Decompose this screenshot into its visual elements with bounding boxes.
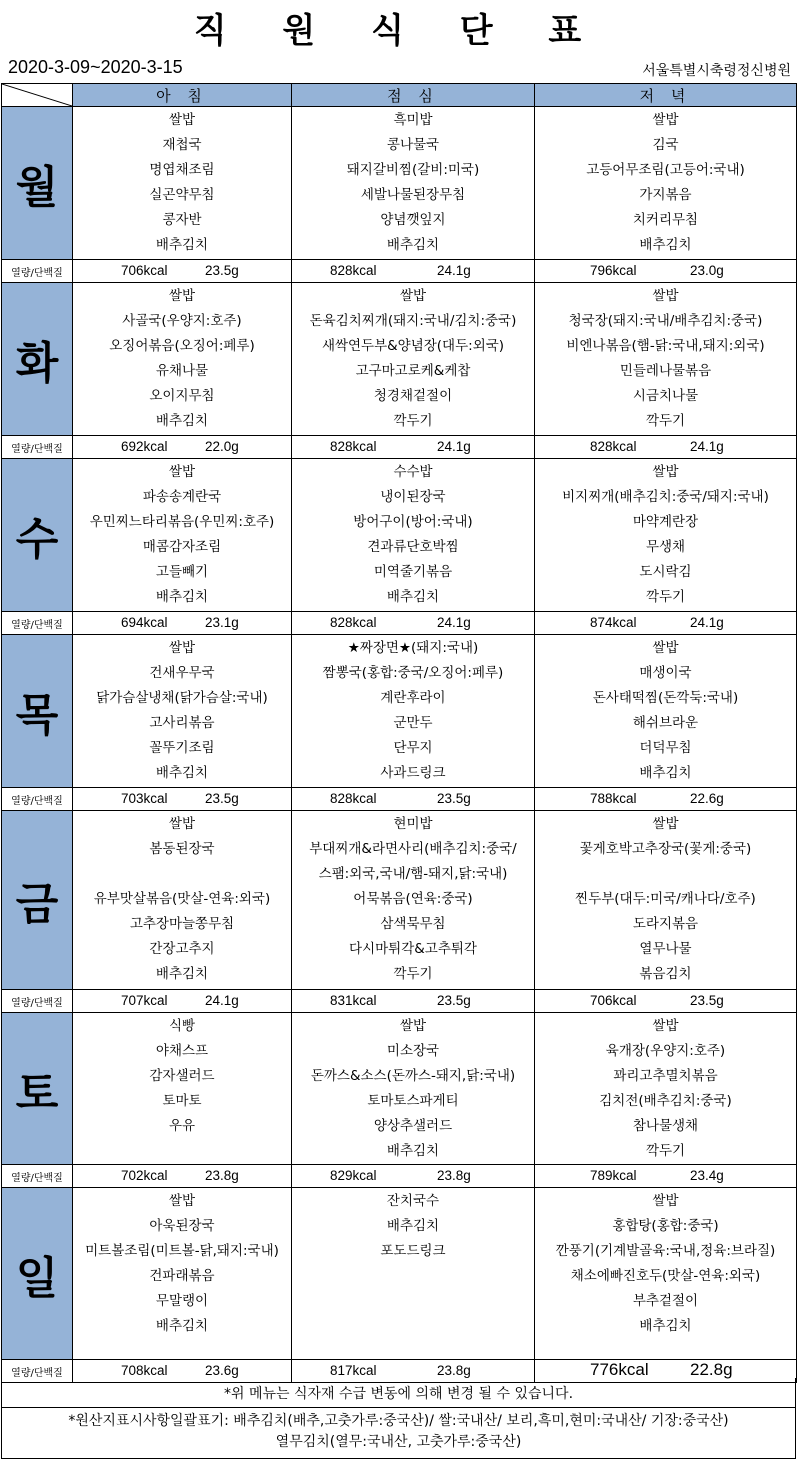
calories-value: 828kcal — [330, 263, 377, 278]
protein-value: 23.0g — [690, 263, 724, 278]
calories-value: 694kcal — [121, 615, 168, 630]
calories-value: 692kcal — [121, 439, 168, 454]
protein-value: 24.1g — [437, 439, 471, 454]
nutrition-cell-dinner — [535, 990, 797, 1013]
menu-item: 양상추샐러드 — [373, 1118, 453, 1134]
day-row — [2, 635, 797, 788]
origin-notice — [1, 1408, 796, 1459]
day-label: 일 — [15, 1252, 59, 1304]
protein-value: 23.1g — [205, 615, 239, 630]
menu-item: 실곤약무침 — [149, 187, 215, 203]
change-notice: *위 메뉴는 식자재 수급 변동에 의해 변경 될 수 있습니다. — [1, 1378, 796, 1408]
nutrition-cell-lunch — [292, 612, 535, 635]
nutrition-cell-breakfast — [73, 788, 292, 811]
nutrition-cell-dinner — [535, 436, 797, 459]
menu-item: 깍두기 — [645, 413, 686, 429]
protein-value: 23.5g — [437, 993, 471, 1008]
menu-item: 고사리볶음 — [149, 715, 215, 731]
day-label: 수 — [15, 514, 59, 565]
corner-cell — [2, 84, 73, 107]
menu-item: 쌀밥 — [399, 1018, 427, 1034]
menu-item: 더덕무침 — [639, 740, 692, 756]
menu-item: 고등어무조림(고등어:국내) — [586, 162, 745, 178]
menu-item: 배추김치 — [155, 1318, 209, 1334]
menu-body — [2, 107, 797, 1383]
page-title: 직 원 식 단 표 — [193, 11, 604, 51]
menu-item: 유채나물 — [155, 363, 209, 379]
day-label: 월 — [15, 162, 59, 213]
nutrition-row — [2, 990, 797, 1013]
menu-item: 매생이국 — [639, 665, 692, 681]
menu-item: 야채스프 — [155, 1043, 209, 1059]
menu-item: 쌀밥 — [652, 816, 679, 832]
menu-item: 열무나물 — [639, 941, 692, 957]
menu-item: 비지찌개(배추김치:중국/돼지:국내) — [562, 489, 769, 505]
calories-value: 828kcal — [330, 439, 377, 454]
calories-value: 788kcal — [590, 791, 637, 806]
menu-item: 김치전(배추김치:중국) — [599, 1093, 732, 1109]
menu-item: 깍두기 — [393, 966, 433, 982]
menu-item: 무생채 — [645, 539, 686, 555]
menu-item: 돈사태떡찜(돈깍둑:국내) — [592, 690, 739, 706]
protein-value: 22.8g — [690, 1360, 733, 1379]
nutrition-cell-lunch — [292, 788, 535, 811]
menu-item: 쌀밥 — [652, 1018, 679, 1034]
menu-item: 돈육김치찌개(돼지:국내/김치:중국) — [309, 313, 517, 329]
meal-cell-breakfast — [73, 107, 292, 260]
nutrition-cell-lunch — [292, 260, 535, 283]
calories-value: 828kcal — [590, 439, 637, 454]
menu-item: 배추김치 — [155, 237, 209, 253]
menu-item: 미역줄기볶음 — [373, 564, 453, 580]
day-label-cell — [2, 459, 73, 612]
nutrition-label: 열량/단백질 — [2, 788, 73, 811]
header-info — [0, 55, 797, 83]
protein-value: 24.1g — [690, 615, 724, 630]
menu-item: 새싹연두부&양념장(대두:외국) — [321, 338, 505, 354]
menu-item: 깍두기 — [645, 1143, 686, 1159]
meal-cell-breakfast — [73, 283, 292, 436]
menu-item: 삼색묵무침 — [380, 916, 446, 932]
menu-item: 고추장마늘쫑무침 — [129, 916, 235, 932]
menu-item: 현미밥 — [393, 816, 433, 832]
menu-item: 우유 — [168, 1118, 196, 1134]
meal-cell-breakfast — [73, 1013, 292, 1165]
protein-value: 23.8g — [437, 1363, 471, 1378]
menu-item: 꽃게호박고추장국(꽃게:중국) — [579, 841, 752, 857]
day-label-cell — [2, 635, 73, 788]
menu-table — [1, 83, 797, 1383]
protein-value: 23.5g — [690, 993, 724, 1008]
meal-cell-lunch — [292, 459, 535, 612]
protein-value: 24.1g — [690, 439, 724, 454]
menu-item: 미소장국 — [386, 1043, 440, 1059]
menu-item: 도시락김 — [639, 564, 692, 580]
menu-item: 배추김치 — [155, 589, 209, 605]
menu-item: 군만두 — [393, 715, 433, 731]
column-header-dinner: 저 녁 — [535, 84, 797, 107]
menu-item: 쌀밥 — [399, 288, 427, 304]
menu-item: 세발나물된장무침 — [360, 187, 466, 203]
meal-cell-lunch — [292, 811, 535, 990]
meal-cell-dinner — [535, 1013, 797, 1165]
nutrition-cell-dinner — [535, 612, 797, 635]
meal-cell-lunch — [292, 1013, 535, 1165]
nutrition-cell-dinner — [535, 1165, 797, 1188]
menu-item: 식빵 — [168, 1018, 196, 1034]
menu-item: 고구마고로케&케찹 — [355, 363, 471, 379]
menu-item: 양념깻잎지 — [380, 212, 446, 228]
menu-item: 수수밥 — [393, 464, 433, 480]
meal-cell-lunch — [292, 283, 535, 436]
menu-item: 민들레나물볶음 — [619, 363, 712, 379]
menu-item: 돈까스&소스(돈까스-돼지,닭:국내) — [310, 1068, 516, 1084]
menu-item: 배추김치 — [155, 765, 209, 781]
day-label: 목 — [15, 690, 59, 741]
nutrition-row — [2, 788, 797, 811]
nutrition-label: 열량/단백질 — [2, 1165, 73, 1188]
origin-line-1: *원산지표시사항일괄표기: 배추김치(배추,고춧가루:중국산)/ 쌀:국내산/ 보리,흑미,현미:국내산/ 기장:중국산) — [68, 1413, 729, 1429]
calories-value: 707kcal — [121, 993, 168, 1008]
menu-item: 청국장(돼지:국내/배추김치:중국) — [568, 313, 763, 329]
menu-item: ★짜장면★(돼지:국내) — [347, 640, 479, 656]
day-label: 화 — [15, 338, 59, 389]
menu-item: 해쉬브라운 — [632, 715, 699, 731]
menu-item: 깍두기 — [393, 413, 433, 429]
calories-value: 829kcal — [330, 1168, 377, 1183]
menu-item: 어묵볶음(연육:중국) — [353, 891, 473, 907]
nutrition-row — [2, 1165, 797, 1188]
menu-item: 배추김치 — [386, 589, 440, 605]
menu-item: 쌀밥 — [652, 112, 679, 128]
menu-item: 배추김치 — [155, 966, 209, 982]
menu-item: 배추김치 — [386, 1218, 440, 1234]
menu-item: 청경채겉절이 — [373, 388, 453, 404]
day-row — [2, 811, 797, 990]
calories-value: 831kcal — [330, 993, 377, 1008]
meal-cell-dinner — [535, 283, 797, 436]
nutrition-cell-breakfast — [73, 1165, 292, 1188]
day-label: 토 — [15, 1067, 59, 1119]
nutrition-row — [2, 436, 797, 459]
menu-item: 찐두부(대두:미국/캐나다/호주) — [575, 891, 756, 907]
menu-item: 시금치나물 — [632, 388, 699, 404]
menu-item: 토마토스파게티 — [367, 1093, 459, 1109]
nutrition-cell-dinner — [535, 788, 797, 811]
menu-item: 아욱된장국 — [149, 1218, 215, 1234]
menu-item — [74, 862, 290, 887]
day-label-cell — [2, 811, 73, 990]
menu-item: 쌀밥 — [168, 112, 196, 128]
day-label-cell — [2, 283, 73, 436]
menu-item: 쌀밥 — [168, 288, 196, 304]
nutrition-cell-breakfast — [73, 612, 292, 635]
meal-cell-dinner — [535, 1188, 797, 1360]
menu-item: 명엽채조림 — [149, 162, 215, 178]
meal-cell-dinner — [535, 107, 797, 260]
protein-value: 24.1g — [437, 615, 471, 630]
meal-cell-lunch — [292, 107, 535, 260]
calories-value: 702kcal — [121, 1168, 168, 1183]
menu-item: 배추김치 — [386, 237, 440, 253]
meal-cell-lunch — [292, 635, 535, 788]
menu-item: 쌀밥 — [652, 640, 679, 656]
menu-item: 쌀밥 — [168, 816, 196, 832]
column-header-lunch: 점 심 — [292, 84, 535, 107]
menu-item: 부추겉절이 — [632, 1293, 699, 1309]
menu-item: 쌀밥 — [168, 464, 196, 480]
calories-value: 828kcal — [330, 615, 377, 630]
menu-item: 돼지갈비찜(갈비:미국) — [346, 162, 480, 178]
nutrition-cell-breakfast — [73, 436, 292, 459]
menu-item: 견과류단호박찜 — [367, 539, 459, 555]
menu-item: 흑미밥 — [393, 112, 433, 128]
nutrition-label: 열량/단백질 — [2, 436, 73, 459]
nutrition-cell-dinner — [535, 260, 797, 283]
menu-item: 방어구이(방어:국내) — [353, 514, 473, 530]
menu-item: 깍두기 — [645, 589, 686, 605]
protein-value: 22.6g — [690, 791, 724, 806]
calories-value: 706kcal — [121, 263, 168, 278]
day-row — [2, 459, 797, 612]
menu-item: 유부맛살볶음(맛살-연육:외국) — [93, 891, 271, 907]
menu-item: 마약계란장 — [632, 514, 699, 530]
day-row — [2, 1188, 797, 1360]
day-row — [2, 107, 797, 260]
menu-item: 볶음김치 — [639, 966, 692, 982]
nutrition-label: 열량/단백질 — [2, 990, 73, 1013]
menu-item: 비엔나볶음(햄-닭:국내,돼지:외국) — [566, 338, 765, 354]
nutrition-cell-breakfast — [73, 260, 292, 283]
calories-value: 817kcal — [330, 1363, 377, 1378]
menu-period: 2020-3-09~2020-3-15 — [8, 57, 183, 77]
menu-item: 매콤감자조림 — [142, 539, 222, 555]
meal-cell-lunch — [292, 1188, 535, 1360]
day-row — [2, 283, 797, 436]
menu-item: 깐풍기(기계발골육:국내,정육:브라질) — [555, 1243, 776, 1259]
menu-item: 꽈리고추멸치볶음 — [613, 1068, 718, 1084]
menu-item: 오이지무침 — [149, 388, 215, 404]
nutrition-label: 열량/단백질 — [2, 1360, 73, 1383]
menu-item: 봄동된장국 — [149, 841, 215, 857]
organization-name: 서울특별시축령정신병원 — [642, 63, 791, 79]
menu-item: 짬뽕국(홍합:중국/오징어:페루) — [322, 665, 504, 681]
menu-item: 다시마튀각&고추튀각 — [349, 941, 477, 957]
origin-line-2: 열무김치(열무:국내산, 고춧가루:중국산) — [275, 1434, 522, 1450]
menu-item: 고들빼기 — [155, 564, 209, 580]
calories-value: 874kcal — [590, 615, 637, 630]
protein-value: 23.5g — [205, 263, 239, 278]
calories-value: 776kcal — [590, 1360, 649, 1379]
menu-item: 건파래볶음 — [149, 1268, 215, 1284]
meal-cell-dinner — [535, 635, 797, 788]
nutrition-row — [2, 612, 797, 635]
menu-item: 쌀밥 — [652, 1193, 679, 1209]
protein-value: 23.5g — [205, 791, 239, 806]
day-label-cell — [2, 1188, 73, 1360]
menu-item: 배추김치 — [639, 765, 692, 781]
menu-item: 김국 — [652, 137, 679, 153]
menu-item: 토마토 — [162, 1093, 202, 1109]
day-label-cell — [2, 1013, 73, 1165]
protein-value: 24.1g — [205, 993, 239, 1008]
menu-item: 잔치국수 — [386, 1193, 440, 1209]
protein-value: 23.8g — [437, 1168, 471, 1183]
menu-item: 홍합탕(홍합:중국) — [612, 1218, 719, 1234]
protein-value: 23.5g — [437, 791, 471, 806]
menu-item: 오징어볶음(오징어:페루) — [109, 338, 255, 354]
menu-item: 배추김치 — [639, 1318, 692, 1334]
protein-value: 23.6g — [205, 1363, 239, 1378]
meal-cell-breakfast — [73, 1188, 292, 1360]
menu-item: 육개장(우양지:호주) — [605, 1043, 726, 1059]
menu-item: 가지볶음 — [639, 187, 692, 203]
protein-value: 23.8g — [205, 1168, 239, 1183]
menu-item: 냉이된장국 — [380, 489, 446, 505]
menu-item: 스팸:외국,국내/햄-돼지,닭:국내) — [318, 866, 508, 882]
protein-value: 23.4g — [690, 1168, 724, 1183]
menu-item: 배추김치 — [639, 237, 692, 253]
menu-item: 쌀밥 — [168, 640, 196, 656]
calories-value: 828kcal — [330, 791, 377, 806]
nutrition-row — [2, 260, 797, 283]
menu-item: 사과드링크 — [380, 765, 446, 781]
nutrition-cell-lunch — [292, 990, 535, 1013]
calories-value: 706kcal — [590, 993, 637, 1008]
protein-value: 24.1g — [437, 263, 471, 278]
menu-item: 콩자반 — [162, 212, 202, 228]
menu-item: 참나물생채 — [632, 1118, 699, 1134]
protein-value: 22.0g — [205, 439, 239, 454]
nutrition-cell-lunch — [292, 436, 535, 459]
menu-item — [536, 862, 795, 887]
menu-item: 쌀밥 — [652, 288, 679, 304]
menu-item: 미트볼조림(미트볼-닭,돼지:국내) — [85, 1243, 279, 1259]
nutrition-cell-lunch — [292, 1165, 535, 1188]
meal-cell-breakfast — [73, 635, 292, 788]
column-header-breakfast: 아 침 — [73, 84, 292, 107]
nutrition-cell-breakfast — [73, 990, 292, 1013]
menu-item: 재첩국 — [162, 137, 202, 153]
meal-cell-breakfast — [73, 459, 292, 612]
calories-value: 789kcal — [590, 1168, 637, 1183]
menu-item: 채소에빠진호두(맛살-연육:외국) — [570, 1268, 761, 1284]
menu-item: 쌀밥 — [652, 464, 679, 480]
menu-item: 배추김치 — [386, 1143, 440, 1159]
column-header-row — [2, 84, 797, 107]
menu-item: 부대찌개&라면사리(배추김치:중국/ — [309, 841, 517, 857]
menu-item: 배추김치 — [155, 413, 209, 429]
nutrition-label: 열량/단백질 — [2, 612, 73, 635]
menu-item: 감자샐러드 — [149, 1068, 215, 1084]
menu-item: 치커리무침 — [632, 212, 699, 228]
calories-value: 796kcal — [590, 263, 637, 278]
day-row — [2, 1013, 797, 1165]
menu-item: 우민찌느타리볶음(우민찌:호주) — [89, 514, 275, 530]
menu-item: 꼴뚜기조림 — [149, 740, 215, 756]
menu-item: 콩나물국 — [386, 137, 440, 153]
day-label: 금 — [15, 879, 59, 930]
menu-item: 단무지 — [393, 740, 433, 756]
meal-cell-dinner — [535, 811, 797, 990]
menu-item: 파송송계란국 — [142, 489, 222, 505]
menu-item: 포도드링크 — [380, 1243, 446, 1259]
menu-item: 사골국(우양지:호주) — [122, 313, 242, 329]
meal-cell-breakfast — [73, 811, 292, 990]
meal-cell-dinner — [535, 459, 797, 612]
menu-item: 간장고추지 — [149, 941, 215, 957]
day-label-cell — [2, 107, 73, 260]
menu-item: 계란후라이 — [380, 690, 446, 706]
menu-item: 도라지볶음 — [632, 916, 699, 932]
menu-item: 쌀밥 — [168, 1193, 196, 1209]
menu-item: 무말랭이 — [155, 1293, 209, 1309]
menu-item: 닭가슴살냉채(닭가슴살:국내) — [96, 690, 268, 706]
menu-item: 건새우무국 — [149, 665, 215, 681]
calories-value: 708kcal — [121, 1363, 168, 1378]
nutrition-label: 열량/단백질 — [2, 260, 73, 283]
calories-value: 703kcal — [121, 791, 168, 806]
